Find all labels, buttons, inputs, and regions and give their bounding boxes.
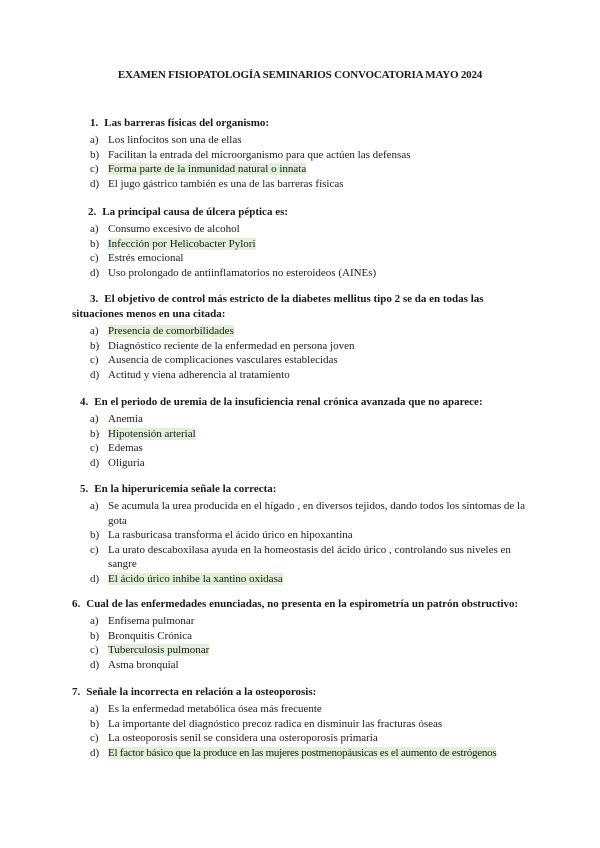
option-b-correct[interactable]: b) Infección por Helicobacter Pylori — [90, 237, 256, 250]
option-a[interactable]: a) Anemia — [90, 413, 143, 425]
question-number: 2. — [88, 206, 97, 218]
question-number: 1. — [90, 117, 99, 129]
option-d-correct[interactable]: d) El ácido úrico inhibe la xantino oxidasa — [90, 572, 283, 585]
option-b[interactable]: b) Bronquitis Crónica — [90, 629, 193, 642]
option-a[interactable]: a) Consumo excesivo de alcohol — [90, 223, 240, 235]
question-number: 6. — [72, 598, 81, 610]
option-c-correct[interactable]: c) Tuberculosis pulmonar — [90, 644, 210, 656]
question-text: La principal causa de úlcera péptica es: — [102, 206, 289, 218]
question-3 — [0, 292, 600, 382]
question-number: 5. — [80, 483, 89, 495]
option-c[interactable]: c) La urato descaboxilasa ayuda en la homeostasis del ácido úrico , controlando sus niveles en sangre — [90, 543, 511, 570]
exam-title: EXAMEN FISIOPATOLOGÍA SEMINARIOS CONVOCATORIA MAYO 2024 — [117, 69, 483, 81]
question-text: El objetivo de control más estricto de la diabetes mellitus tipo 2 se da en todas las — [104, 293, 484, 305]
question-2 — [0, 205, 600, 280]
question-number: 3. — [90, 293, 99, 305]
option-a-correct[interactable]: a) Presencia de comorbilidades — [90, 325, 234, 337]
question-5 — [0, 482, 600, 586]
question-7 — [0, 685, 600, 760]
option-a[interactable]: a) Los linfocitos son una de ellas — [90, 134, 242, 146]
option-b-correct[interactable]: b) Hipotensión arterial — [90, 427, 196, 440]
question-text: Las barreras físicas del organismo: — [104, 117, 270, 129]
question-text-line2: situaciones menos en una citada: — [72, 308, 226, 320]
question-1 — [0, 116, 600, 191]
question-text: Señale la incorrecta en relación a la osteoporosis: — [86, 686, 317, 698]
option-b[interactable]: b) Facilitan la entrada del microorganismo para que actúen las defensas — [90, 148, 411, 161]
option-b[interactable]: b) La importante del diagnóstico precoz radica en disminuir las fracturas óseas — [90, 717, 443, 730]
option-d[interactable]: d) Actitud y viena adherencia al tratamiento — [90, 368, 290, 381]
option-d[interactable]: d) Oliguria — [90, 456, 145, 469]
option-c[interactable]: c) Edemas — [90, 442, 143, 454]
option-c[interactable]: c) Estrés emocional — [90, 252, 184, 264]
question-text: En la hiperuricemia señale la correcta: — [94, 483, 277, 495]
option-a[interactable]: a) Se acumula la urea producida en el hígado , en diversos tejidos, dando todos los síntomas de la gota — [90, 500, 525, 527]
question-number: 4. — [80, 396, 89, 408]
question-text: En el periodo de uremia de la insuficiencia renal crónica avanzada que no aparece: — [94, 396, 483, 408]
option-d[interactable]: d) Asma bronquial — [90, 658, 179, 671]
option-d[interactable]: d) Uso prolongado de antiinflamatorios no esteroideos (AINEs) — [90, 266, 377, 279]
question-text: Cual de las enfermedades enunciadas, no presenta en la espirometría un patrón obstructivo: — [86, 598, 519, 610]
option-c-correct[interactable]: c) Forma parte de la inmunidad natural o innata — [90, 163, 307, 175]
option-c[interactable]: c) Ausencia de complicaciones vasculares establecidas — [90, 354, 338, 366]
option-b[interactable]: b) La rasburicasa transforma el ácido úrico en hipoxantina — [90, 529, 353, 541]
question-6 — [0, 597, 600, 672]
option-d-correct[interactable]: d) El factor básico que la produce en las mujeres postmenopáusicas es el aumento de estrógenos — [90, 746, 497, 759]
option-a[interactable]: a) Enfisema pulmonar — [90, 615, 195, 627]
option-d[interactable]: d) El jugo gástrico también es una de las barreras físicas — [90, 177, 344, 190]
question-4 — [0, 395, 600, 470]
option-a[interactable]: a) Es la enfermedad metabólica ósea más frecuente — [90, 703, 322, 715]
option-c[interactable]: c) La osteoporosis senil se considera una osteroporosis primaria — [90, 732, 378, 744]
question-number: 7. — [72, 686, 81, 698]
option-b[interactable]: b) Diagnóstico reciente de la enfermedad en persona joven — [90, 339, 355, 352]
